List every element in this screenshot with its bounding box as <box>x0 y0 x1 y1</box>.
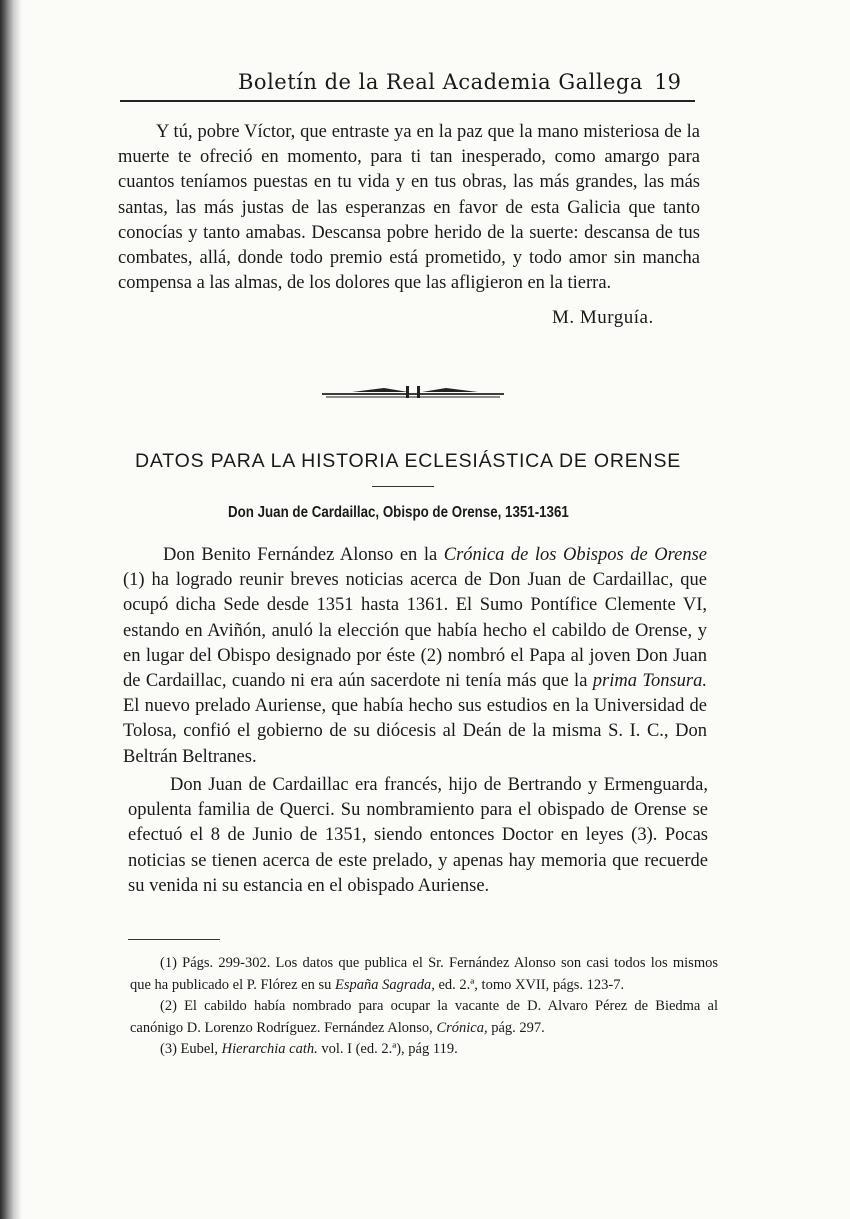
footnote-3 <box>130 1039 718 1061</box>
cronica-title: Crónica de los Obispos de Orense <box>443 545 707 565</box>
running-title: Boletín de la Real Academia Gallega <box>238 70 643 94</box>
title-divider <box>372 486 434 487</box>
footnote-2 <box>130 996 718 1039</box>
footnote-1-part-a: (1) Págs. 299-302. Los datos que publica el Sr. Fernández Alonso son casi todos los mismos que ha publicado el P. Flórez en su <box>130 955 718 993</box>
footnote-2-part-c: pág. 297. <box>487 1019 545 1036</box>
running-header <box>120 66 695 102</box>
page-binding-edge <box>0 0 22 1219</box>
footnote-1-part-c: ed. 2.ª, tomo XVII, págs. 123-7. <box>434 976 625 993</box>
page-number: 19 <box>654 70 681 94</box>
prima-tonsura: prima Tonsura. <box>592 671 707 692</box>
footnotes <box>130 953 718 1061</box>
footnote-3-part-a: (3) Eubel, <box>160 1041 222 1057</box>
paragraph-eulogy: Y tú, pobre Víctor, que entraste ya en la paz que la mano misteriosa de la muerte te ofreció en momento, para ti tan inesperado, como amargo para cuantos teníamos puestas en tu vida y en tus obras, las más grandes, las más santas, las más justas de las esperanzas en favor de esta Galicia que tanto conocías y tanto amabas. Descansa pobre herido de la suerte: descansa de tus combates, allá, donde todo premio está prometido, y todo amor sin mancha compensa a las almas, de los dolores que las afligieron en la tierra. <box>118 122 700 294</box>
signature: M. Murguía. <box>552 307 654 328</box>
section-subtitle: Don Juan de Cardaillac, Obispo de Orense, 1351-1361 <box>228 504 569 521</box>
footnote-2-work: Crónica, <box>436 1019 488 1036</box>
paragraph-cronica <box>123 543 707 770</box>
footnote-3-work: Hierarchia cath. <box>221 1041 318 1057</box>
paragraph-cardaillac: Don Juan de Cardaillac era francés, hijo de Bertrando y Ermenguarda, opulenta familia de Querci. Su nombramiento para el obispado de Orense se efectuó el 8 de Junio de 1351, siendo entonces Doctor en leyes (3). Pocas noticias se tienen acerca de este prelado, y apenas hay memoria que recuerde su venida ni su estancia en el obispado Auriense. <box>128 775 708 896</box>
footnotes-divider <box>128 939 220 940</box>
paragraph-cronica-part-e: El nuevo prelado Auriense, que había hecho sus estudios en la Universidad de Tolosa, confió el gobierno de su diócesis al Deán de la misma S. I. C., Don Beltrán Beltranes. <box>123 696 707 767</box>
ornament-divider-icon <box>322 378 504 402</box>
footnote-1-work: España Sagrada, <box>334 976 435 993</box>
paragraph-cronica-part-c: (1) ha logrado reunir breves noticias acerca de Don Juan de Cardaillac, que ocupó dicha Sede desde 1351 hasta 1361. El Sumo Pontífice Clemente VI, estando en Aviñón, anuló la elección que había hecho el cabildo de Orense, y en lugar del Obispo designado por éste (2) nombró el Papa al joven Don Juan de Cardaillac, cuando ni era aún sacerdote ni tenía más que la <box>123 570 707 692</box>
footnote-3-part-c: vol. I (ed. 2.ª), pág 119. <box>317 1041 458 1057</box>
footnote-2-part-a: (2) El cabildo había nombrado para ocupar la vacante de D. Alvaro Pérez de Biedma al canónigo D. Lorenzo Rodríguez. Fernández Alonso, <box>130 998 718 1036</box>
paragraph-cronica-part-a: Don Benito Fernández Alonso en la <box>163 545 444 565</box>
section-title: DATOS PARA LA HISTORIA ECLESIÁSTICA DE ORENSE <box>135 450 682 472</box>
footnote-1 <box>130 953 718 996</box>
